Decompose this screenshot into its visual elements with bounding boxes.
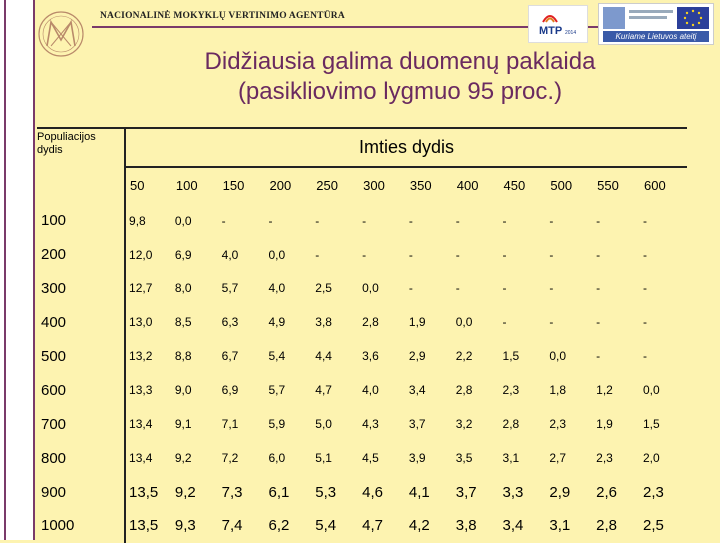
table-cell: - [642,349,647,364]
table-cell: 12,0 [129,247,153,262]
table-cell: 6,9 [221,383,239,398]
table-cell: - [549,315,554,330]
table-cell: - [549,213,554,228]
table-cell: - [362,247,367,262]
table-cell: 9,1 [174,417,192,432]
column-header: 250 [316,178,338,194]
table-cell: 6,7 [221,349,239,364]
table-cell: 2,5 [315,281,332,296]
table-cell: - [596,315,601,330]
table-cell: 0,0 [455,315,473,330]
table-cell: - [502,213,507,228]
table-cell: - [455,247,460,262]
table-cell: 3,8 [455,517,477,535]
table-cell: 5,7 [221,281,239,296]
table-cell: 4,0 [268,281,286,296]
table-cell: 4,5 [362,451,379,466]
table-cell: 3,4 [408,383,426,398]
table-cell: 0,0 [268,247,286,262]
table-row [37,373,687,407]
table-cell: 5,7 [268,383,286,398]
table-cell: - [408,213,413,228]
table-cell: 7,1 [221,417,239,432]
table-cell: 4,0 [362,383,379,398]
table-cell: 4,2 [408,517,430,535]
table-cell: 2,2 [455,349,473,364]
table-cell: - [408,281,413,296]
table-cell: - [221,213,226,228]
table-cell: 3,7 [408,417,426,432]
svg-text:2014: 2014 [565,30,577,36]
left-sidebar-bar [0,0,35,540]
table-cell: 3,5 [455,451,473,466]
table-cell: 1,9 [408,315,426,330]
column-header: 100 [175,178,198,194]
row-label: 1000 [37,509,125,543]
table-cell: 1,5 [642,417,660,432]
table-row [37,305,687,339]
row-label: 400 [37,305,125,339]
table-cell: 4,7 [315,383,332,398]
table-cell: 5,1 [315,451,332,466]
table-cell: 2,7 [549,451,567,466]
column-header: 450 [503,178,526,194]
table-cell: 1,9 [596,417,613,432]
table-row [37,509,687,543]
table-row [37,339,687,373]
population-header: Populiacijos dydis [37,128,125,204]
table-cell: 4,0 [221,247,239,262]
table-cell: - [596,281,601,296]
table-cell: 13,2 [129,349,153,364]
table-row [37,204,687,238]
agency-name: NACIONALINĖ MOKYKLŲ VERTINIMO AGENTŪRA [100,11,345,21]
table-cell: 0,0 [174,213,192,228]
table-cell: - [596,349,601,364]
table-header-row [37,128,687,167]
table-cell: 5,4 [268,349,286,364]
table-cell: 3,2 [455,417,473,432]
mtp-logo [528,5,588,43]
row-label: 900 [37,475,125,509]
table-cell: 3,6 [362,349,379,364]
table-cell: - [315,213,320,228]
eu-slogan: Kuriame Lietuvos ateitį [603,31,709,42]
table-cell: 2,3 [502,383,520,398]
table-cell: - [549,247,554,262]
table-cell: 2,8 [596,517,618,535]
table-cell: - [502,315,507,330]
sidebar-stripe [4,0,6,540]
table-cell: 1,5 [502,349,520,364]
table-cell: 7,3 [221,483,243,501]
table-cell: 4,4 [315,349,332,364]
table-cell: 4,6 [362,483,383,501]
table-cell: 8,0 [174,281,192,296]
table-cell: 7,4 [221,517,243,535]
table-cell: - [502,281,507,296]
row-label: 800 [37,441,125,475]
table-cell: 5,9 [268,417,286,432]
table-cell: 7,2 [221,451,239,466]
table-cell: - [642,315,647,330]
table-cell: 1,8 [549,383,567,398]
table-cell: 6,0 [268,451,286,466]
svg-text:MTP: MTP [539,25,563,37]
table-row [37,407,687,441]
table-cell: 2,3 [596,451,613,466]
column-header: 400 [456,178,479,194]
table-row [37,272,687,306]
table-cell: 5,4 [315,517,337,535]
table-cell: 12,7 [129,281,153,296]
table-cell: - [455,213,460,228]
column-header: 350 [409,178,432,194]
column-header: 500 [550,178,573,194]
table-cell: 13,0 [129,315,153,330]
table-cell: 6,9 [174,247,192,262]
table-cell: 1,2 [596,383,613,398]
table-row [37,475,687,509]
table-cell: 4,1 [408,483,430,501]
table-cell: 3,7 [455,483,477,501]
table-cell: 2,9 [408,349,426,364]
table-cell: - [362,213,367,228]
table-cell: 2,3 [642,483,664,501]
table-cell: 9,3 [174,517,196,535]
table-cell: 3,1 [502,451,520,466]
row-label: 100 [37,204,125,238]
page-title [100,47,700,107]
table-cell: - [596,213,601,228]
mtp-logo-icon [529,6,587,42]
table-cell: 5,3 [315,483,337,501]
table-cell: 9,8 [129,213,146,228]
title-line-2: (pasikliovimo lygmuo 95 proc.) [237,78,563,105]
table-cell: - [549,281,554,296]
table-cell: 9,2 [174,483,196,501]
table-cell: - [408,247,413,262]
table-row [37,238,687,272]
table-cell: 13,3 [129,383,153,398]
column-header: 600 [643,178,666,194]
table-cell: 0,0 [549,349,567,364]
table-cell: 2,5 [642,517,664,535]
table-cell: 3,3 [502,483,524,501]
column-header: 550 [597,178,619,194]
table-cell: 2,0 [642,451,660,466]
nmva-logo-icon [35,8,87,60]
margin-of-error-table [37,127,687,543]
table-cell: 13,5 [129,483,159,501]
table-cell: - [502,247,507,262]
table-cell: 4,3 [362,417,379,432]
row-label: 700 [37,407,125,441]
nmva-logo [35,8,87,60]
column-header-row [37,167,687,204]
table-cell: 2,8 [362,315,379,330]
table-cell: 0,0 [362,281,379,296]
table-cell: - [315,247,320,262]
table-cell: 0,0 [642,383,660,398]
table-cell: 13,4 [129,451,153,466]
eu-funding-logo [598,3,714,45]
table-cell: 6,1 [268,483,290,501]
title-line-1: Didžiausia galima duomenų paklaida [204,48,596,75]
table-cell: 4,7 [362,517,383,535]
column-header: 50 [130,178,145,194]
table-cell: 3,4 [502,517,524,535]
column-header: 300 [363,178,385,194]
table-cell: 2,8 [455,383,473,398]
table-cell: - [642,213,647,228]
table-cell: 2,3 [549,417,567,432]
table-cell: 13,4 [129,417,153,432]
table-cell: 6,3 [221,315,239,330]
row-label: 200 [37,238,125,272]
table-cell: - [455,281,460,296]
table-cell: 3,9 [408,451,426,466]
table-cell: 2,6 [596,483,618,501]
table-cell: 2,9 [549,483,571,501]
table-cell: 8,8 [174,349,192,364]
table-cell: 8,5 [174,315,192,330]
table-row [37,441,687,475]
table-cell: - [642,281,647,296]
sample-size-header: Imties dydis [125,128,687,167]
table-cell: 2,8 [502,417,520,432]
table-cell: - [642,247,647,262]
table-cell: 3,8 [315,315,332,330]
table-cell: - [268,213,273,228]
table-cell: 5,0 [315,417,332,432]
table-cell: 4,9 [268,315,286,330]
column-header: 200 [269,178,292,194]
table-cell: 9,2 [174,451,192,466]
table-cell: 6,2 [268,517,290,535]
row-label: 600 [37,373,125,407]
row-label: 500 [37,339,125,373]
row-label: 300 [37,272,125,306]
column-header: 150 [222,178,245,194]
table-cell: - [596,247,601,262]
table-cell: 13,5 [129,517,159,535]
table-cell: 9,0 [174,383,192,398]
table-cell: 3,1 [549,517,571,535]
